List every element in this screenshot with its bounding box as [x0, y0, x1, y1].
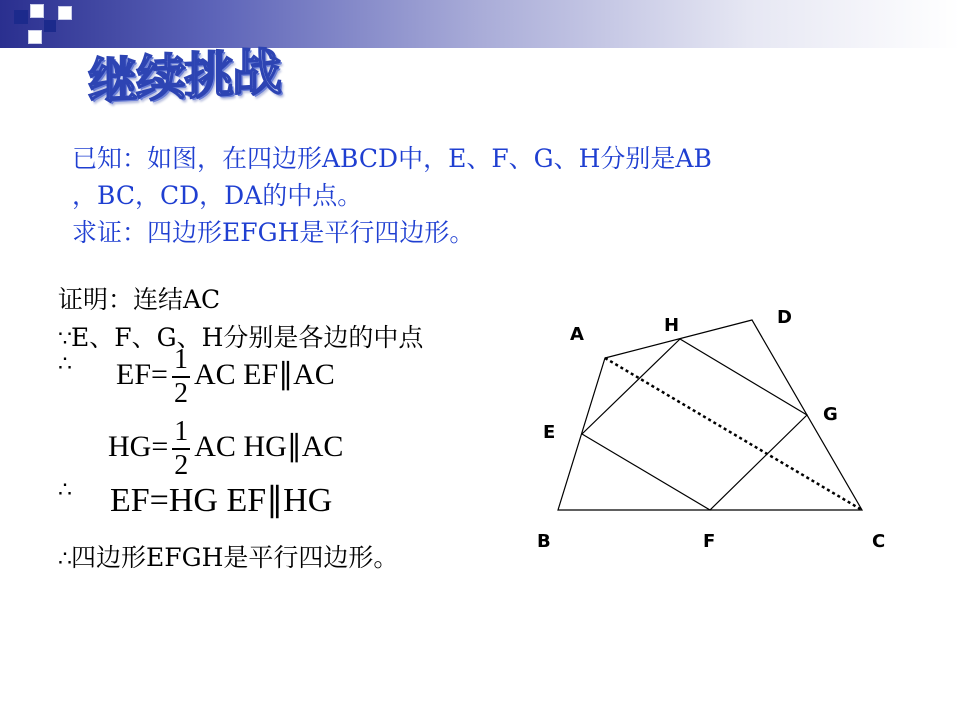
- quadrilateral-diagram: [520, 290, 920, 570]
- formula-ef: [116, 346, 335, 408]
- label-b: B: [537, 531, 551, 552]
- header-square-light: [58, 6, 72, 20]
- proof-line: 证明：连结AC: [58, 285, 221, 314]
- header-square-dark: [14, 10, 28, 24]
- label-c: C: [872, 531, 886, 552]
- fraction-denominator: 2: [173, 378, 188, 409]
- problem-line: ，BC，CD，DA的中点。: [72, 181, 363, 210]
- therefore-symbol: ∴: [58, 547, 71, 572]
- header-square-light: [28, 30, 42, 44]
- problem-line: 已知：如图，在四边形ABCD中，E、F、G、H分别是AB: [72, 144, 712, 173]
- fraction-numerator: 1: [172, 418, 190, 450]
- header-square-light: [30, 4, 44, 18]
- proof-conclusion: [58, 538, 398, 574]
- proof-text: 四边形EFGH是平行四边形。: [71, 543, 399, 572]
- label-e: E: [543, 422, 556, 443]
- formula-text: AC EF∥AC: [193, 357, 335, 391]
- formula-ef-hg: EF=HG EF∥HG: [110, 482, 333, 519]
- fraction-denominator: 2: [174, 450, 189, 481]
- fraction-numerator: 1: [172, 346, 190, 378]
- slide-title: 继续挑战: [88, 42, 280, 111]
- fraction: [172, 418, 190, 480]
- label-d: D: [777, 307, 792, 328]
- formula-text: HG=: [108, 429, 169, 463]
- fraction: [172, 346, 190, 408]
- label-h: H: [664, 315, 680, 336]
- label-a: A: [570, 324, 584, 345]
- problem-line: 求证：四边形EFGH是平行四边形。: [72, 218, 475, 247]
- formula-hg: [108, 418, 343, 480]
- label-f: F: [703, 531, 716, 552]
- problem-statement: [72, 140, 832, 251]
- header-square-dark: [44, 20, 56, 32]
- quadrilateral-abcd: [558, 320, 862, 510]
- label-g: G: [823, 404, 838, 425]
- therefore-symbol: ∴: [58, 352, 71, 377]
- formula-text: EF=: [116, 357, 168, 391]
- formula-text: AC HG∥AC: [194, 429, 344, 463]
- because-symbol: ∵: [58, 327, 71, 352]
- proof-text: E、F、G、H分别是各边的中点: [71, 323, 424, 352]
- therefore-symbol: ∴: [58, 478, 71, 503]
